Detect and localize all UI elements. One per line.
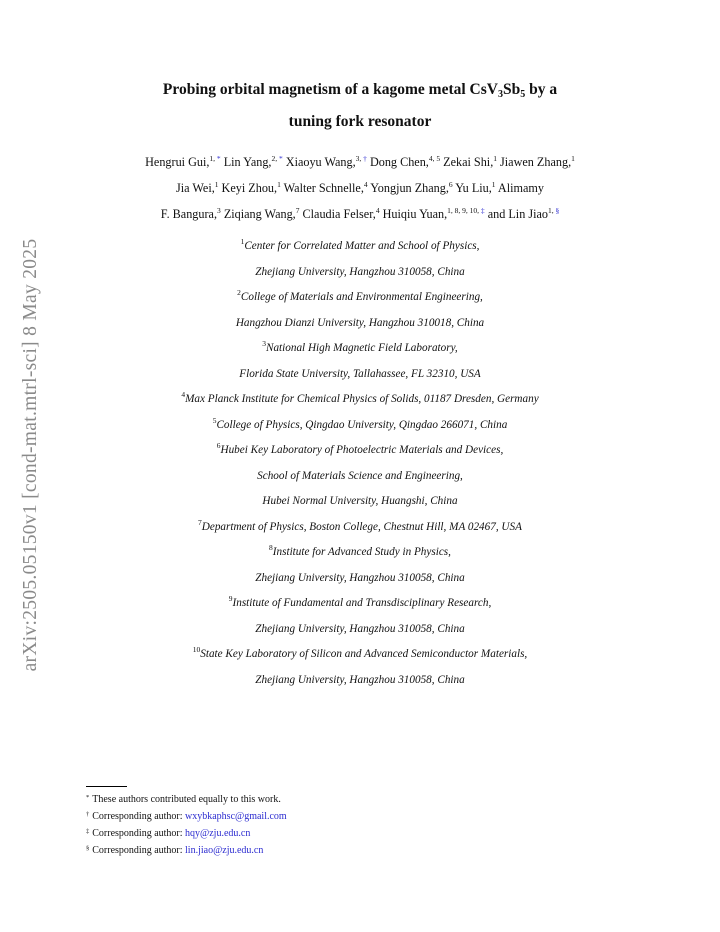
affiliation-index: 1 bbox=[240, 237, 245, 246]
corresponding-mark[interactable]: § bbox=[553, 206, 560, 215]
author-affiliation-index: 1 bbox=[491, 180, 496, 189]
affiliation-line bbox=[40, 441, 680, 456]
author-affiliation-index: 3, bbox=[355, 154, 362, 163]
affiliation-text: Zhejiang University, Hangzhou 310058, China bbox=[255, 673, 465, 686]
affiliation-line bbox=[40, 594, 680, 609]
affiliation-text: Florida State University, Tallahassee, FL 32310, USA bbox=[239, 367, 481, 380]
affiliation-index: 5 bbox=[212, 415, 217, 425]
author-affiliation-index: 6 bbox=[448, 180, 453, 189]
footnote-rule bbox=[86, 786, 127, 787]
affiliation-text: Max Planck Institute for Chemical Physics of Solids, 01187 Dresden, Germany bbox=[185, 393, 539, 405]
title-text-sb: Sb bbox=[502, 81, 521, 98]
affiliation-line bbox=[40, 674, 680, 686]
footnote-text: Corresponding author: bbox=[92, 811, 186, 822]
affiliation-line bbox=[40, 288, 680, 303]
footnote-symbol: ‡ bbox=[86, 828, 90, 835]
affiliation-text: Zhejiang University, Hangzhou 310058, China bbox=[255, 622, 465, 635]
affiliation-line bbox=[40, 623, 680, 635]
footnote bbox=[86, 828, 250, 839]
affiliation-line bbox=[40, 317, 680, 329]
affiliation-line bbox=[40, 495, 680, 507]
affiliation-line bbox=[40, 415, 680, 431]
footnote-symbol: * bbox=[86, 794, 90, 801]
affiliation-text: School of Materials Science and Engineering, bbox=[257, 469, 463, 482]
author-name: Ziqiang Wang, bbox=[220, 207, 296, 221]
footnote-text: Corresponding author: bbox=[92, 828, 186, 839]
author-affiliation-index: 1 bbox=[277, 180, 281, 189]
footnote-symbol: § bbox=[86, 845, 90, 852]
author-name: Jia Wei, bbox=[176, 181, 215, 195]
footnote bbox=[86, 811, 287, 822]
author-name: Alimamy bbox=[495, 181, 544, 195]
affiliation-text: Department of Physics, Boston College, Chestnut Hill, MA 02467, USA bbox=[201, 520, 522, 533]
author-name: Yu Liu, bbox=[452, 181, 492, 195]
email-link[interactable]: wxybkaphsc@gmail.com bbox=[185, 811, 287, 822]
footnote-symbol: † bbox=[86, 811, 90, 818]
author-name: Hengrui Gui, bbox=[145, 155, 210, 169]
author-name: Walter Schnelle, bbox=[280, 181, 364, 195]
affiliation-text: College of Physics, Qingdao University, Qingdao 266071, China bbox=[216, 418, 508, 431]
author-name: Claudia Felser, bbox=[299, 207, 376, 221]
affiliation-text: Hubei Key Laboratory of Photoelectric Materials and Devices, bbox=[220, 444, 504, 456]
affiliation-line bbox=[40, 339, 680, 354]
affiliation-index: 6 bbox=[216, 441, 221, 450]
corresponding-mark[interactable]: † bbox=[361, 154, 367, 163]
author-name: Zekai Shi, bbox=[440, 155, 494, 169]
author-line bbox=[40, 207, 680, 222]
author-affiliation-index: 3 bbox=[217, 206, 221, 215]
affiliation-text: Center for Correlated Matter and School of Physics, bbox=[244, 240, 480, 252]
paper-title-line-2: tuning fork resonator bbox=[288, 113, 432, 130]
affiliation-index: 3 bbox=[262, 339, 266, 348]
author-name: Lin Yang, bbox=[220, 155, 272, 169]
affiliation-line bbox=[40, 237, 680, 252]
affiliation-line bbox=[40, 266, 680, 278]
title-subscript-v: 3 bbox=[497, 89, 503, 100]
author-affiliation-index: 4 bbox=[363, 180, 368, 189]
affiliation-text: Zhejiang University, Hangzhou 310058, China bbox=[255, 265, 465, 278]
corresponding-mark[interactable]: * bbox=[215, 154, 221, 163]
affiliation-index: 10 bbox=[192, 645, 201, 654]
affiliation-text: Hangzhou Dianzi University, Hangzhou 310018, China bbox=[235, 316, 485, 329]
affiliation-index: 2 bbox=[237, 288, 241, 297]
author-affiliation-index: 7 bbox=[295, 206, 300, 215]
author-affiliation-index: 2, bbox=[271, 154, 278, 163]
affiliation-line bbox=[40, 368, 680, 380]
affiliation-line bbox=[40, 470, 680, 482]
affiliation-index: 4 bbox=[181, 390, 186, 399]
affiliation-text: Institute for Advanced Study in Physics, bbox=[272, 546, 451, 558]
title-text-end: by a bbox=[525, 81, 558, 98]
author-name: Jiawen Zhang, bbox=[497, 155, 572, 169]
footnote-text: Corresponding author: bbox=[92, 845, 186, 856]
footnote bbox=[86, 794, 281, 805]
affiliation-line bbox=[40, 517, 680, 533]
affiliation-text: Zhejiang University, Hangzhou 310058, China bbox=[255, 571, 465, 584]
corresponding-mark[interactable]: ‡ bbox=[479, 206, 485, 215]
affiliation-text: Institute of Fundamental and Transdisciplinary Research, bbox=[232, 597, 492, 609]
footnote-text: These authors contributed equally to this work. bbox=[92, 794, 281, 805]
author-line bbox=[40, 155, 680, 170]
affiliation-line bbox=[40, 543, 680, 558]
affiliation-text: College of Materials and Environmental Engineering, bbox=[240, 291, 483, 303]
footnote bbox=[86, 845, 263, 856]
author-affiliation-index: 1, bbox=[547, 206, 554, 215]
arxiv-identifier[interactable]: arXiv:2505.05150v1 [cond-mat.mtrl-sci] 8 May 2025 bbox=[20, 238, 41, 672]
author-affiliation-index: 4, 5 bbox=[428, 154, 441, 163]
corresponding-mark[interactable]: * bbox=[277, 154, 283, 163]
author-affiliation-index: 1, bbox=[209, 154, 216, 163]
affiliation-line bbox=[40, 645, 680, 660]
affiliation-text: Hubei Normal University, Huangshi, China bbox=[262, 495, 458, 507]
author-name: and Lin Jiao bbox=[484, 207, 548, 221]
author-affiliation-index: 4 bbox=[375, 206, 380, 215]
author-name: Xiaoyu Wang, bbox=[282, 155, 356, 169]
author-affiliation-index: 1 bbox=[571, 154, 575, 163]
title-subscript-sb: 5 bbox=[520, 89, 526, 100]
author-name: Huiqiu Yuan, bbox=[379, 207, 448, 221]
author-name: F. Bangura, bbox=[160, 207, 218, 221]
affiliation-line bbox=[40, 390, 680, 405]
author-name: Dong Chen, bbox=[366, 155, 429, 169]
author-line bbox=[40, 181, 680, 196]
author-name: Keyi Zhou, bbox=[218, 181, 278, 195]
title-text: Probing orbital magnetism of a kagome metal CsV bbox=[162, 81, 498, 98]
email-link[interactable]: hqy@zju.edu.cn bbox=[185, 828, 251, 839]
email-link[interactable]: lin.jiao@zju.edu.cn bbox=[185, 845, 264, 856]
author-affiliation-index: 1 bbox=[493, 154, 497, 163]
affiliation-index: 9 bbox=[228, 594, 233, 603]
affiliation-index: 8 bbox=[269, 543, 273, 552]
affiliation-text: National High Magnetic Field Laboratory, bbox=[266, 342, 458, 354]
affiliation-line bbox=[40, 572, 680, 584]
paper-title-line-1 bbox=[60, 81, 660, 99]
author-affiliation-index: 1, 8, 9, 10, bbox=[447, 206, 480, 215]
affiliation-index: 7 bbox=[198, 517, 202, 527]
author-affiliation-index: 1 bbox=[214, 180, 219, 189]
author-name: Yongjun Zhang, bbox=[367, 181, 449, 195]
affiliation-text: State Key Laboratory of Silicon and Advanced Semiconductor Materials, bbox=[200, 648, 528, 660]
